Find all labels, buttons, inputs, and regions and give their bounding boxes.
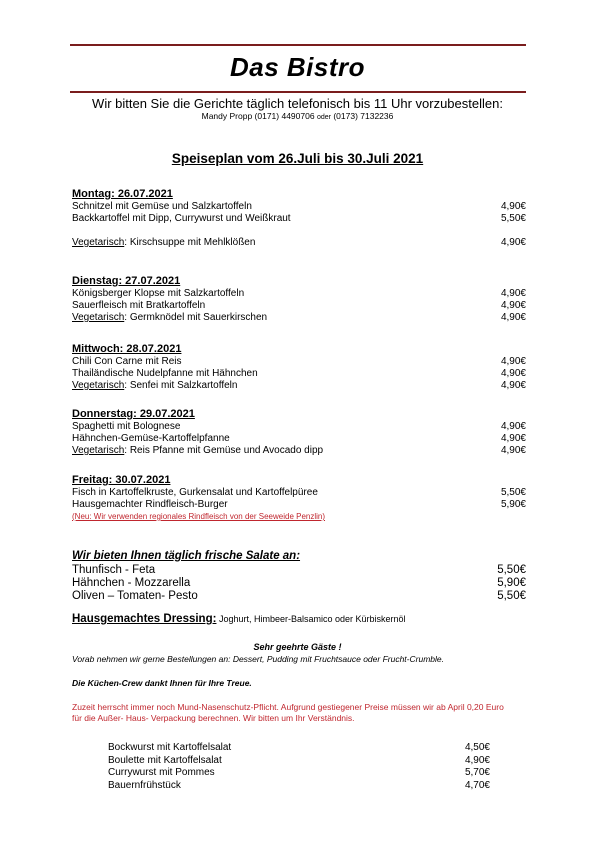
day-title: Freitag: 30.07.2021 [72,474,171,486]
item-name: Schnitzel mit Gemüse und Salzkartoffeln [72,201,252,212]
item-price: 4,90€ [500,288,526,299]
item-name: Currywurst mit Pommes [108,767,215,778]
contact-or: oder [316,114,331,121]
item-price: 5,50€ [497,564,526,576]
vegetarian-item [72,237,526,249]
item-price: 5,50€ [500,213,526,224]
menu-item [72,288,526,300]
day-tuesday [72,275,526,324]
item-name: Hähnchen - Mozzarella [72,577,191,589]
item-name: Sauerfleisch mit Bratkartoffeln [72,300,206,311]
extra-item [108,755,490,768]
menu-item [72,421,526,433]
dressing-line [72,613,406,625]
title-rule [70,91,526,93]
vegetarian-label: Vegetarisch [72,445,125,456]
salad-item [72,590,526,603]
item-price: 4,90€ [500,312,526,323]
item-price: 5,50€ [497,590,526,602]
menu-item [72,213,526,225]
item-name: Bockwurst mit Kartoffelsalat [108,742,232,753]
day-friday [72,474,526,522]
item-price: 5,90€ [497,577,526,589]
item-name: Thunfisch - Feta [72,564,156,576]
day-title: Mittwoch: 28.07.2021 [72,343,182,355]
salads-section [72,549,526,603]
beef-note: (Neu: Wir verwenden regionales Rindfleisch von der Seeweide Penzlin) [72,512,326,521]
salad-item [72,564,526,577]
menu-item [72,300,526,312]
extra-item [108,767,490,780]
day-title: Donnerstag: 29.07.2021 [72,408,195,420]
item-price: 4,90€ [500,368,526,379]
item-price: 4,90€ [500,356,526,367]
extra-item [108,742,490,755]
item-price: 4,50€ [464,742,490,753]
dressing-label: Hausgemachtes Dressing: [72,613,217,625]
item-name: Bauernfrühstück [108,779,181,791]
item-name: Oliven – Tomaten- Pesto [72,590,198,602]
dressing-options: Joghurt, Himbeer-Balsamico oder Kürbiskernöl [216,614,406,624]
item-name: Thailändische Nudelpfanne mit Hähnchen [72,368,258,379]
item-name: Fisch in Kartoffelkruste, Gurkensalat und Kartoffelpüree [72,487,318,498]
contact-line [0,111,595,121]
vegetarian-item [72,380,526,392]
item-name: : Reis Pfanne mit Gemüse und Avocado dipp [124,445,324,456]
vegetarian-label: Vegetarisch [72,380,125,391]
item-price: 4,90€ [500,445,526,456]
menu-item [72,201,526,213]
item-price: 4,90€ [500,201,526,212]
day-monday [72,188,526,249]
item-price: 4,90€ [500,300,526,311]
item-price: 4,90€ [500,421,526,432]
salad-item [72,577,526,590]
preorder-notice: Wir bitten Sie die Gerichte täglich telefonisch bis 11 Uhr vorzubestellen: [92,96,503,111]
item-price: 5,70€ [464,767,490,778]
day-wednesday [72,343,526,392]
thanks-text: Die Küchen-Crew dankt Ihnen für Ihre Treue. [72,678,252,688]
menu-item [72,487,526,499]
menu-item [72,368,526,380]
guests-greeting: Sehr geehrte Gäste ! [253,642,342,652]
menu-item [72,499,526,511]
extra-item [108,780,490,793]
item-name: Hausgemachter Rindfleisch-Burger [72,499,228,510]
preorder-text: Vorab nehmen wir gerne Bestellungen an: Dessert, Pudding mit Fruchtsauce oder Frucht-Crumble. [72,654,444,664]
item-name: Boulette mit Kartoffelsalat [108,754,222,766]
item-name: Spaghetti mit Bolognese [72,421,181,432]
item-name: Backkartoffel mit Dipp, Currywurst und Weißkraut [72,213,291,224]
vegetarian-item [72,445,526,457]
day-title: Dienstag: 27.07.2021 [72,275,181,287]
item-price: 4,90€ [500,433,526,444]
extras-list [108,742,490,792]
item-price: 4,70€ [464,779,490,791]
vegetarian-item [72,312,526,324]
item-name: Chili Con Carne mit Reis [72,356,182,367]
item-price: 4,90€ [500,237,526,248]
salads-title: Wir bieten Ihnen täglich frische Salate an: [72,550,301,562]
item-price: 5,90€ [500,499,526,510]
menu-item [72,356,526,368]
menu-item [72,433,526,445]
top-rule [70,44,526,46]
item-name: : Kirschsuppe mit Mehlklößen [124,237,256,248]
item-price: 4,90€ [500,380,526,391]
bistro-title: Das Bistro [229,52,366,82]
mask-notice: Zuzeit herrscht immer noch Mund-Nasenschutz-Pflicht. Aufgrund gestiegener Preise müssen wir ab April 0,20 Euro für die Außer- Haus- Verpackung berechnen. Wir bitten um Ihr Verständnis. [72,702,504,723]
item-name: Königsberger Klopse mit Salzkartoffeln [72,288,245,299]
vegetarian-label: Vegetarisch [72,312,125,323]
item-name: : Senfei mit Salzkartoffeln [124,380,238,391]
menu-heading: Speiseplan vom 26.Juli bis 30.Juli 2021 [171,151,424,166]
vegetarian-label: Vegetarisch [72,237,125,248]
day-title: Montag: 26.07.2021 [72,188,173,200]
item-price: 4,90€ [464,754,490,766]
day-thursday [72,408,526,457]
contact-phone-2: (0173) 7132236 [333,111,394,121]
item-price: 5,50€ [500,487,526,498]
item-name: : Germknödel mit Sauerkirschen [124,312,268,323]
item-name: Hähnchen-Gemüse-Kartoffelpfanne [72,433,230,444]
contact-name-phone: Mandy Propp (0171) 4490706 [201,111,315,121]
